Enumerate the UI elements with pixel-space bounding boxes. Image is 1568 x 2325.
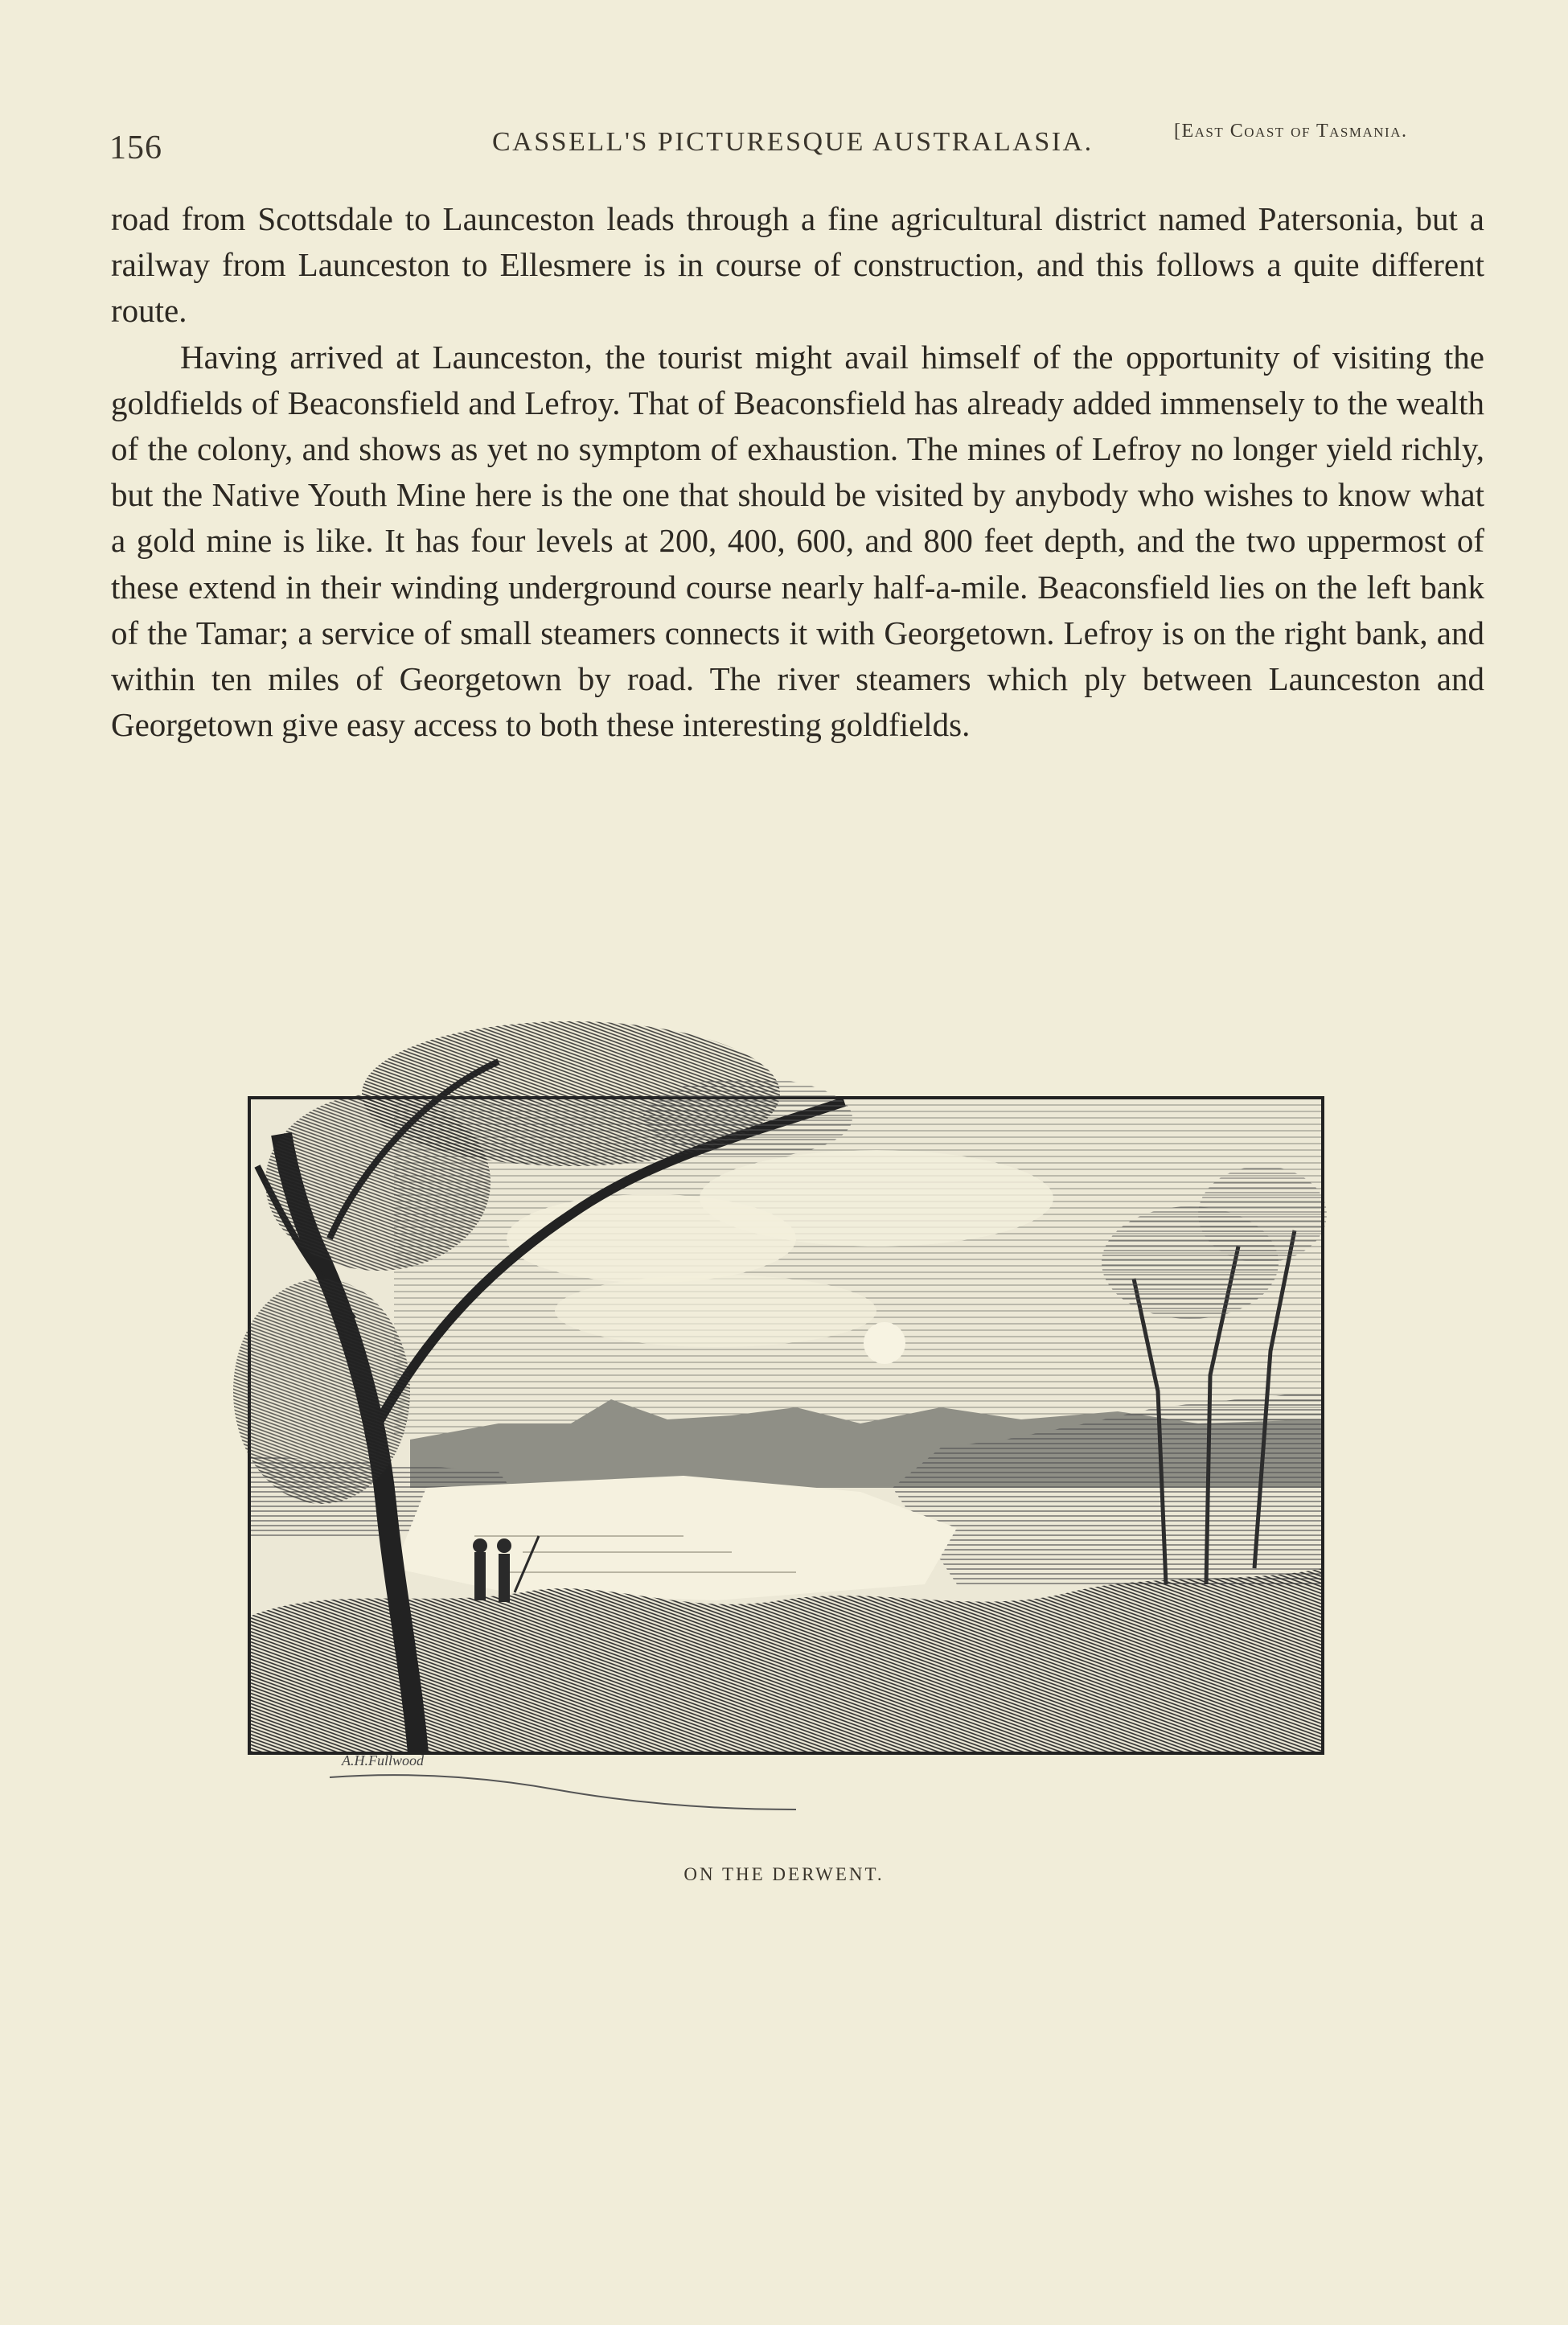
- running-title: CASSELL'S PICTURESQUE AUSTRALASIA.: [492, 127, 1094, 157]
- paragraph-2: Having arrived at Launceston, the tourist might avail himself of the opportunity of visiting the goldfields of Beaconsfield and Lefroy. That of Beaconsfield has already added immensely to the wealth of the colony, and shows as yet no symptom of exhaustion. The mines of Lefroy no longer yield richly, but the Native Youth Mine here is the one that should be visited by anybody who wishes to know what a gold mine is like. It has four levels at 200, 400, 600, and 800 feet depth, and the two uppermost of these extend in their winding underground course nearly half-a-mile. Beaconsfield lies on the left bank of the Tamar; a service of small steamers connects it with Georgetown. Lefroy is on the right bank, and within ten miles of Georgetown by road. The river steamers which ply between Launceston and Georgetown give easy access to both these interesting goldfields.: [111, 338, 1484, 744]
- body-text: [111, 196, 1484, 748]
- engraving-on-the-derwent: [233, 973, 1327, 1850]
- section-heading: [East Coast of Tasmania.: [1174, 121, 1408, 142]
- page-number: 156: [109, 129, 162, 166]
- paragraph-1: road from Scottsdale to Launceston leads through a fine agricultural district named Patersonia, but a railway from Launceston to Ellesmere is in course of construction, and this follows a quite different route.: [111, 200, 1484, 330]
- artist-signature: A.H.Fullwood: [342, 1752, 424, 1768]
- figure-caption: ON THE DERWENT.: [683, 1864, 885, 1884]
